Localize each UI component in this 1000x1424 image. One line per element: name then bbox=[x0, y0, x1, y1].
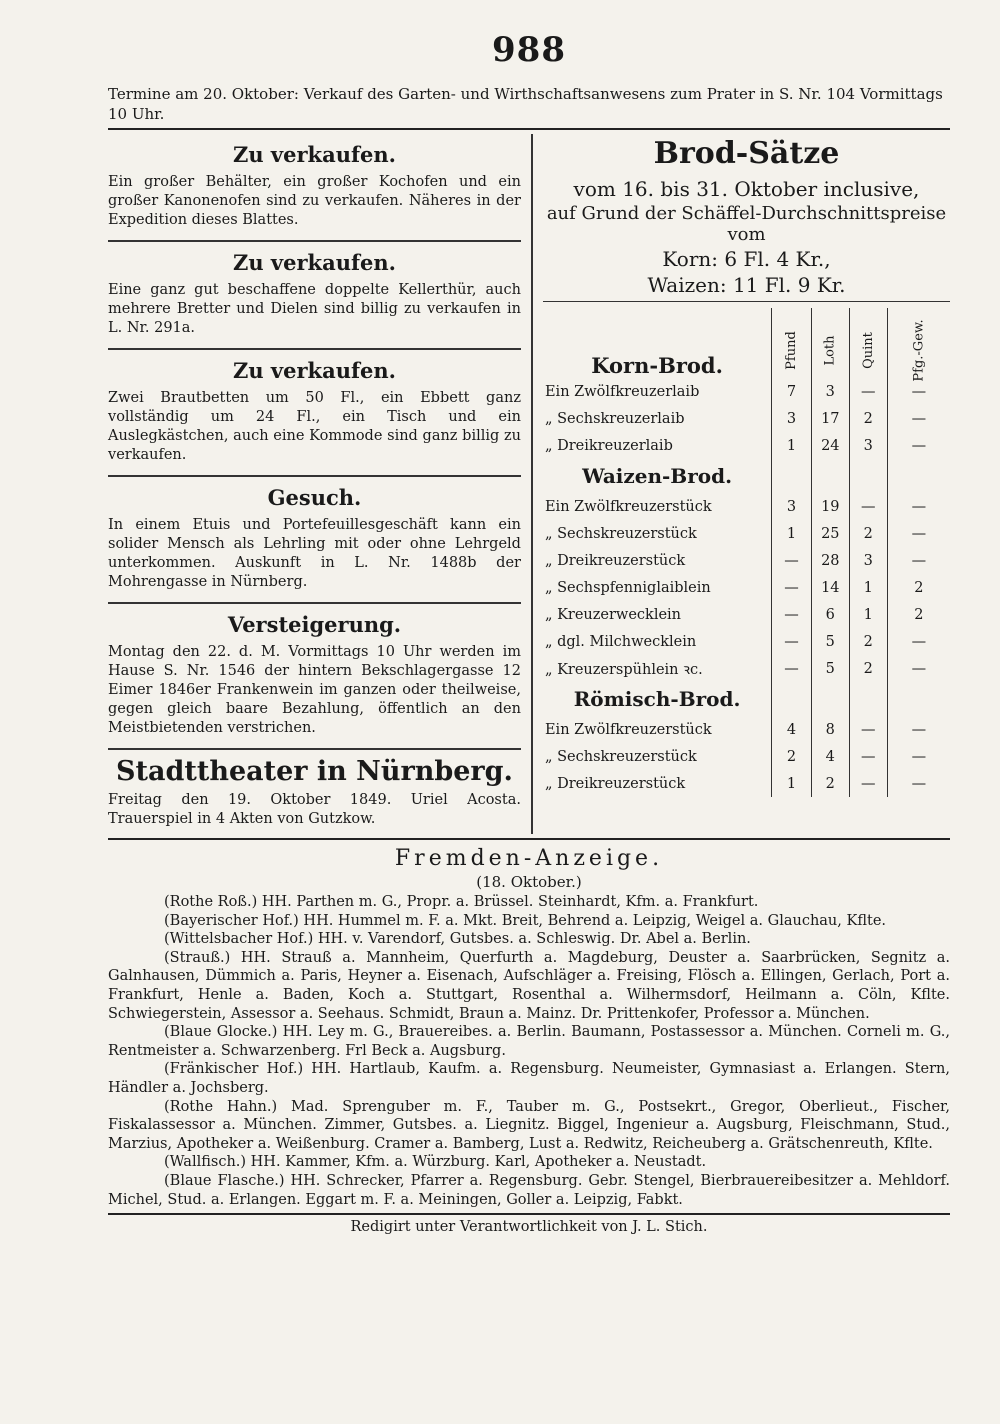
brod-category-row bbox=[543, 682, 950, 716]
weight-cell: — bbox=[887, 716, 950, 743]
weight-cell: — bbox=[887, 520, 950, 547]
divider bbox=[108, 1213, 950, 1215]
brod-category-heading: Korn-Brod. bbox=[591, 353, 723, 378]
fremden-entry: (Rothe Roß.) HH. Parthen m. G., Propr. a. Brüssel. Steinhardt, Kfm. a. Frankfurt. bbox=[164, 894, 759, 910]
fremden-date: (18. Oktober.) bbox=[476, 873, 582, 891]
weight-cell: 28 bbox=[811, 547, 849, 574]
weight-cell: 1 bbox=[772, 770, 812, 797]
weight-cell: — bbox=[887, 547, 950, 574]
divider bbox=[108, 838, 950, 840]
fremden-entry: (Strauß.) HH. Strauß a. Mannheim, Querfurth a. Magdeburg, Deuster a. Saarbrücken, Segnitz a. Galnhausen, Dümmich a. Paris, Heyner a. Eisenach, Aufschläger a. Freising, Flösch a. Ellingen, Gerlach, Port a. Frankfurt, Henle a. Baden, Koch a. Stuttgart, Rosenthal a. Wilhermsdorf, Heilmann a. Cöln, Kflte. Schwiegerstein, Assessor a. Seehaus. Schmidt, Braun a. Mainz. Dr. Prittenkofer, Professor a. München. bbox=[108, 949, 950, 1022]
fremden-entry: (Fränkischer Hof.) HH. Hartlaub, Kaufm. a. Regensburg. Neumeister, Gymnasiast a. Erlangen. Stern, Händler a. Jochsberg. bbox=[108, 1061, 950, 1096]
weight-cell: 2 bbox=[849, 628, 887, 655]
column-header: Quint bbox=[849, 308, 887, 378]
ad-text: Eine ganz gut beschaffene doppelte Kellerthür, auch mehrere Bretter und Dielen sind billig zu verkaufen in L. Nr. 291a. bbox=[108, 282, 521, 336]
right-column bbox=[533, 134, 950, 834]
empty-cell bbox=[849, 459, 887, 493]
weight-cell: 2 bbox=[887, 601, 950, 628]
brod-category-row bbox=[543, 459, 950, 493]
ad-heading: Zu verkaufen. bbox=[233, 142, 396, 167]
weight-cell: 3 bbox=[772, 493, 812, 520]
weight-cell: 5 bbox=[811, 655, 849, 682]
weight-cell: — bbox=[887, 628, 950, 655]
weight-cell: 2 bbox=[849, 405, 887, 432]
empty-cell bbox=[811, 459, 849, 493]
weight-cell: — bbox=[887, 770, 950, 797]
bread-name: „ Sechskreuzerstück bbox=[544, 525, 697, 542]
weight-cell: — bbox=[849, 378, 887, 405]
weight-cell: 7 bbox=[772, 378, 812, 405]
divider bbox=[108, 128, 950, 130]
empty-cell bbox=[772, 682, 812, 716]
weight-cell: 2 bbox=[772, 743, 812, 770]
column-header: Loth bbox=[811, 308, 849, 378]
weight-cell: — bbox=[772, 601, 812, 628]
brod-table bbox=[543, 308, 950, 797]
weight-cell: 4 bbox=[772, 716, 812, 743]
bread-name: „ Sechspfenniglaiblein bbox=[544, 579, 711, 596]
column-header: Pfg.-Gew. bbox=[887, 308, 950, 378]
weight-cell: 1 bbox=[772, 520, 812, 547]
ad-heading: Zu verkaufen. bbox=[233, 358, 396, 383]
bread-name: „ Sechskreuzerlaib bbox=[544, 410, 685, 427]
weight-cell: 1 bbox=[849, 601, 887, 628]
weight-cell: 3 bbox=[849, 547, 887, 574]
weight-cell: 2 bbox=[849, 655, 887, 682]
two-column-area bbox=[108, 134, 950, 834]
weight-cell: — bbox=[772, 547, 812, 574]
weight-cell: 14 bbox=[811, 574, 849, 601]
brod-period: vom 16. bis 31. Oktober inclusive, bbox=[573, 177, 920, 201]
page-number: 988 bbox=[492, 30, 566, 70]
bread-name: „ Dreikreuzerlaib bbox=[544, 437, 673, 454]
weight-cell: 8 bbox=[811, 716, 849, 743]
empty-cell bbox=[772, 459, 812, 493]
table-row bbox=[543, 601, 950, 628]
weight-cell: — bbox=[887, 655, 950, 682]
weight-cell: — bbox=[887, 743, 950, 770]
weight-cell: — bbox=[849, 716, 887, 743]
weight-cell: 5 bbox=[811, 628, 849, 655]
ad-heading: Zu verkaufen. bbox=[233, 250, 396, 275]
fremden-entry: (Wittelsbacher Hof.) HH. v. Varendorf, Gutsbes. a. Schleswig. Dr. Abel a. Berlin. bbox=[164, 931, 751, 948]
brod-header-row bbox=[543, 308, 950, 378]
weight-cell: 25 bbox=[811, 520, 849, 547]
bread-name: „ dgl. Milchwecklein bbox=[544, 633, 697, 650]
column-header: Pfund bbox=[772, 308, 812, 378]
empty-cell bbox=[849, 682, 887, 716]
weight-cell: — bbox=[849, 493, 887, 520]
weight-cell: — bbox=[887, 432, 950, 459]
termine-notice: Termine am 20. Oktober: Verkauf des Garten- und Wirthschaftsanwesens zum Prater in S. Nr. 104 Vormittags 10 Uhr. bbox=[108, 85, 943, 123]
table-row bbox=[543, 432, 950, 459]
ad-section bbox=[108, 242, 521, 350]
weight-cell: 24 bbox=[811, 432, 849, 459]
empty-cell bbox=[887, 682, 950, 716]
ad-text: Montag den 22. d. M. Vormittags 10 Uhr werden im Hause S. Nr. 1546 der hintern Bekschlagergasse 12 Eimer 1846er Frankenwein im ganzen oder theilweise, gegen gleich baare Bezahlung, öffentlich an den Meistbietenden verstrichen. bbox=[108, 644, 521, 736]
ad-text: In einem Etuis und Portefeuillesgeschäft kann ein solider Mensch als Lehrling mit oder ohne Lehrgeld unterkommen. Auskunft in L. Nr. 1488b der Mohrengasse in Nürnberg. bbox=[108, 517, 521, 590]
weight-cell: 19 bbox=[811, 493, 849, 520]
brod-category-heading: Römisch-Brod. bbox=[573, 687, 741, 711]
ad-section bbox=[108, 604, 521, 750]
weight-cell: — bbox=[887, 405, 950, 432]
empty-cell bbox=[811, 682, 849, 716]
ad-heading: Gesuch. bbox=[267, 485, 362, 510]
fremden-entry: (Bayerischer Hof.) HH. Hummel m. F. a. Mkt. Breit, Behrend a. Leipzig, Weigel a. Glauchau, Kflte. bbox=[164, 912, 887, 929]
table-row bbox=[543, 743, 950, 770]
weight-cell: 1 bbox=[849, 574, 887, 601]
brod-body bbox=[543, 378, 950, 797]
weight-cell: 2 bbox=[887, 574, 950, 601]
table-row bbox=[543, 655, 950, 682]
theater-text: Freitag den 19. Oktober 1849. Uriel Acosta. Trauerspiel in 4 Akten von Gutzkow. bbox=[108, 792, 521, 827]
fremden-entry: (Wallfisch.) HH. Kammer, Kfm. a. Würzburg. Karl, Apotheker a. Neustadt. bbox=[164, 1154, 707, 1171]
weight-cell: 1 bbox=[772, 432, 812, 459]
empty-cell bbox=[887, 459, 950, 493]
weight-cell: 17 bbox=[811, 405, 849, 432]
table-row bbox=[543, 405, 950, 432]
bread-name: Ein Zwölfkreuzerlaib bbox=[544, 383, 700, 400]
weight-cell: — bbox=[887, 493, 950, 520]
brod-waizen-price: Waizen: 11 Fl. 9 Kr. bbox=[647, 273, 846, 297]
ad-text: Ein großer Behälter, ein großer Kochofen und ein großer Kanonenofen sind zu verkaufen. Näheres in der Expedition dieses Blattes. bbox=[108, 174, 521, 228]
weight-cell: — bbox=[849, 770, 887, 797]
weight-cell: — bbox=[772, 574, 812, 601]
ad-heading: Versteigerung. bbox=[227, 612, 402, 637]
weight-cell: — bbox=[772, 655, 812, 682]
left-column bbox=[108, 134, 533, 834]
weight-cell: 3 bbox=[849, 432, 887, 459]
theater-section bbox=[108, 756, 521, 829]
fremden-entry: (Blaue Flasche.) HH. Schrecker, Pfarrer a. Regensburg. Gebr. Stengel, Bierbrauereibesitzer a. Mehldorf. Michel, Stud. a. Erlangen. Eggart m. F. a. Meiningen, Goller a. Leipzig, Fabkt. bbox=[108, 1172, 950, 1208]
bread-name: „ Kreuzerwecklein bbox=[544, 606, 682, 623]
brod-basis: auf Grund der Schäffel-Durchschnittspreise vom bbox=[546, 203, 947, 245]
table-row bbox=[543, 770, 950, 797]
table-row bbox=[543, 520, 950, 547]
brod-category-heading: Waizen-Brod. bbox=[582, 464, 733, 488]
divider bbox=[543, 301, 950, 302]
table-row bbox=[543, 628, 950, 655]
bread-name: „ Dreikreuzerstück bbox=[544, 552, 686, 569]
weight-cell: — bbox=[772, 628, 812, 655]
weight-cell: 2 bbox=[849, 520, 887, 547]
weight-cell: — bbox=[849, 743, 887, 770]
weight-cell: 2 bbox=[811, 770, 849, 797]
weight-cell: — bbox=[887, 378, 950, 405]
bread-name: Ein Zwölfkreuzerstück bbox=[544, 498, 712, 515]
fremden-title: Fremden-Anzeige. bbox=[394, 846, 664, 871]
fremden-list bbox=[108, 893, 950, 1209]
bread-name: „ Dreikreuzerstück bbox=[544, 775, 686, 792]
brod-korn-price: Korn: 6 Fl. 4 Kr., bbox=[662, 247, 831, 271]
weight-cell: 3 bbox=[811, 378, 849, 405]
ad-section bbox=[108, 477, 521, 604]
bread-name: Ein Zwölfkreuzerstück bbox=[544, 721, 712, 738]
theater-title: Stadttheater in Nürnberg. bbox=[116, 756, 513, 787]
table-row bbox=[543, 378, 950, 405]
weight-cell: 4 bbox=[811, 743, 849, 770]
table-row bbox=[543, 493, 950, 520]
ad-section bbox=[108, 134, 521, 242]
newspaper-page bbox=[108, 30, 950, 1320]
table-row bbox=[543, 716, 950, 743]
bread-name: „ Sechskreuzerstück bbox=[544, 748, 697, 765]
table-row bbox=[543, 574, 950, 601]
fremden-entry: (Rothe Hahn.) Mad. Sprenguber m. F., Tauber m. G., Postsekrt., Gregor, Oberlieut., Fischer, Fiskalassessor a. München. Zimmer, Gutsbes. a. Liegnitz. Biggel, Ingenieur a. Augsburg, Fleischmann, Stud., Marzius, Apotheker a. Weißenburg. Cramer a. Bamberg, Lust a. Redwitz, Reicheuberg a. Grätschenreuth, Kflte. bbox=[108, 1098, 950, 1152]
weight-cell: 6 bbox=[811, 601, 849, 628]
brod-title: Brod-Sätze bbox=[653, 136, 840, 171]
ad-text: Zwei Brautbetten um 50 Fl., ein Ebbett ganz vollständig um 24 Fl., ein Tisch und ein Auslegkästchen, auch eine Kommode sind ganz billig zu verkaufen. bbox=[108, 390, 521, 463]
footer-editor: Redigirt unter Verantwortlichkeit von J. L. Stich. bbox=[350, 1219, 708, 1236]
weight-cell: 3 bbox=[772, 405, 812, 432]
table-row bbox=[543, 547, 950, 574]
bread-name: „ Kreuzerspühlein ꝛc. bbox=[544, 661, 703, 678]
ad-section bbox=[108, 350, 521, 477]
fremden-entry: (Blaue Glocke.) HH. Ley m. G., Brauereibes. a. Berlin. Baumann, Postassessor a. München. Corneli m. G., Rentmeister a. Schwarzenberg. Frl Beck a. Augsburg. bbox=[108, 1024, 950, 1059]
